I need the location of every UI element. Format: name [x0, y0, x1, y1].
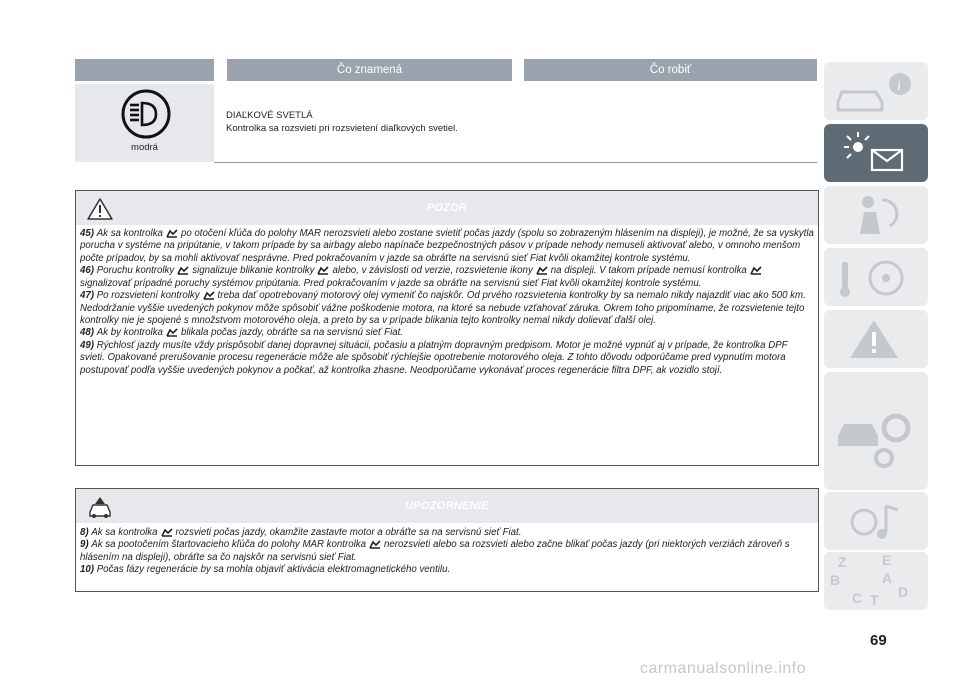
pozor-box	[75, 190, 819, 466]
upozornenie-title: UPOZORNENIE	[405, 500, 489, 512]
key-steering-icon	[824, 248, 928, 306]
lamp-description-cell	[214, 84, 817, 163]
note-text: Poruchu kontrolky	[96, 265, 175, 277]
note-paragraph	[76, 539, 818, 564]
index-letter-a: A	[882, 570, 893, 586]
note-text: Počas fázy regenerácie by sa mohla objaviť aktivácia elektromagnetického ventilu.	[96, 564, 451, 576]
sidebar-tab-car-info[interactable]	[824, 62, 928, 120]
note-paragraph	[76, 340, 818, 377]
lamp-icon-cell	[75, 84, 214, 162]
warning-lamp-symbol-icon	[749, 265, 763, 276]
pozor-list	[76, 225, 818, 377]
upozornenie-box	[75, 488, 819, 592]
index-letter-z: Z	[838, 554, 847, 570]
sidebar-tab-safety[interactable]	[824, 186, 928, 244]
seatbelt-airbag-icon	[824, 186, 928, 244]
warning-lamp-symbol-icon	[165, 228, 179, 239]
warning-lamp-symbol-icon	[316, 265, 330, 276]
note-paragraph	[76, 327, 818, 339]
note-text: signalizuje blikanie kontrolky	[192, 265, 315, 277]
lamp-title: DIAĽKOVÉ SVETLÁ	[226, 110, 313, 121]
warning-lamp-symbol-icon	[165, 327, 179, 338]
page-number: 69	[870, 632, 887, 649]
note-text: rozsvieti počas jazdy, okamžite zastavte motor a obráťte sa na servisnú sieť Fiat.	[175, 527, 522, 539]
note-text: alebo, v závislosti od verzie, rozsvietenie ikony	[332, 265, 533, 277]
note-number: 9)	[80, 539, 92, 551]
sidebar-tab-index[interactable]	[824, 552, 928, 610]
note-number: 8)	[80, 527, 92, 539]
warning-lamp-symbol-icon	[368, 539, 382, 550]
multimedia-icon	[824, 492, 928, 550]
note-text: Rýchlosť jazdy musíte vždy prispôsobiť danej dopravnej situácii, počasiu a platným dopravným predpisom. Motor je možné vypnúť aj v prípade, že kontrolka DPF svieti. Opakované prerušovanie procesu regenerácie môže ale spôsobiť rýchlejšie opotrebenie motorového oleja. Z tohto dôvodu odporúčame pred vypnutím motora postupovať podľa vyššie uvedených pokynov a počkať, až kontrolka zhasne. Neodporúčame vykonávať proces regenerácie filtra DPF, ak vozidlo stojí.	[80, 339, 788, 376]
high-beam-icon	[116, 88, 176, 140]
table-header-meaning: Čo znamená	[227, 59, 512, 81]
index-letter-b: B	[830, 572, 841, 588]
note-paragraph	[76, 290, 818, 327]
warning-lamp-symbol-icon	[202, 290, 216, 301]
index-letter-e: E	[882, 552, 892, 568]
note-text: po otočení kľúča do polohy MAR nerozsvieti alebo zostane svietiť počas jazdy (spolu so zobrazeným hlásením na displeji), je možné, že sa vyskytla porucha v systéme na pripútanie, v takom prípade by sa airbagy alebo napínače bezpečnostných pásov v prípade nehody nemuseli aktivovať alebo, v omnoho menšom počte prípadov, by sa mohli aktivovať nesprávne. Pred pokračovaním v jazde sa obráťte na servisnú sieť Fiat kvôli okamžitej kontrole systému.	[80, 228, 814, 264]
note-text: Ak sa kontrolka	[96, 228, 163, 240]
index-letter-t: T	[870, 592, 879, 608]
sidebar-tab-lamps[interactable]	[824, 124, 928, 182]
car-info-icon	[824, 62, 928, 120]
note-number: 48)	[80, 327, 97, 339]
index-letter-d: D	[898, 584, 909, 600]
pozor-title: POZOR	[426, 202, 468, 214]
index-letter-c: C	[852, 590, 863, 606]
note-text: Po rozsvietení kontrolky	[96, 290, 200, 302]
car-gears-icon	[824, 372, 928, 490]
note-text: Ak sa pootočením štartovacieho kľúča do polohy MAR kontrolka	[91, 539, 366, 551]
sidebar-tab-maintenance[interactable]	[824, 372, 928, 490]
sidebar-tab-emergency[interactable]	[824, 310, 928, 368]
warning-lamp-symbol-icon	[535, 265, 549, 276]
warning-lamp-symbol-icon	[160, 527, 174, 538]
note-number: 46)	[80, 265, 97, 277]
note-text: na displeji. V takom prípade nemusí kontrolka	[550, 265, 747, 277]
note-text: Ak by kontrolka	[96, 327, 163, 339]
upozornenie-list	[76, 523, 818, 577]
note-paragraph	[76, 564, 818, 576]
note-text: signalizovať prípadné poruchy systémov pripútania. Pred pokračovaním v jazde sa obráťte na servisnú sieť Fiat kvôli okamžitej kontrole systému.	[80, 277, 702, 289]
lamp-text: Kontrolka sa rozsvieti pri rozsvietení diaľkových svetiel.	[226, 123, 458, 134]
note-text: blikala počas jazdy, obráťte sa na servisnú sieť Fiat.	[180, 327, 404, 339]
note-text: nerozsvieti alebo sa rozsvieti alebo začne blikať počas jazdy (pri niektorých verziách zároveň s hlásením na displeji), obráťte sa čo najskôr na servisnú sieť Fiat.	[80, 539, 790, 563]
warning-lamp-symbol-icon	[176, 265, 190, 276]
pozor-band	[76, 191, 818, 225]
lamp-color-caption: modrá	[131, 142, 158, 153]
note-paragraph	[76, 527, 818, 539]
table-header-action: Čo robiť	[524, 59, 817, 81]
note-paragraph	[76, 265, 818, 290]
sidebar-tab-starting[interactable]	[824, 248, 928, 306]
note-number: 10)	[80, 564, 97, 576]
note-text: treba dať opotrebovaný motorový olej vymeniť čo najskôr. Od prvého rozsvietenia kontrolky by sa nemalo nikdy najazdiť viac ako 500 km. Nedodržanie vyššie uvedených pokynov môže spôsobiť vážne poškodenie motora, na ktoré sa nebude vzťahovať záruka. Okrem toho pripomíname, že rozsvietenie tejto kontrolky nie je spojené s množstvom motorového oleja, a preto by sa v prípade blikania tejto kontrolky nemal nikdy dolievať ďalší olej.	[80, 290, 806, 327]
note-number: 47)	[80, 290, 97, 302]
note-text: Ak sa kontrolka	[91, 527, 158, 539]
upozornenie-band	[76, 489, 818, 523]
sidebar-tab-multimedia[interactable]	[824, 492, 928, 550]
note-paragraph	[76, 228, 818, 265]
note-number: 49)	[80, 339, 97, 351]
lamp-message-icon	[824, 124, 928, 182]
watermark: carmanualsonline.info	[640, 660, 807, 677]
road-hazard-icon	[824, 310, 928, 368]
note-number: 45)	[80, 228, 97, 240]
svg-text:i: i	[897, 79, 901, 94]
table-header-blank	[75, 59, 214, 81]
